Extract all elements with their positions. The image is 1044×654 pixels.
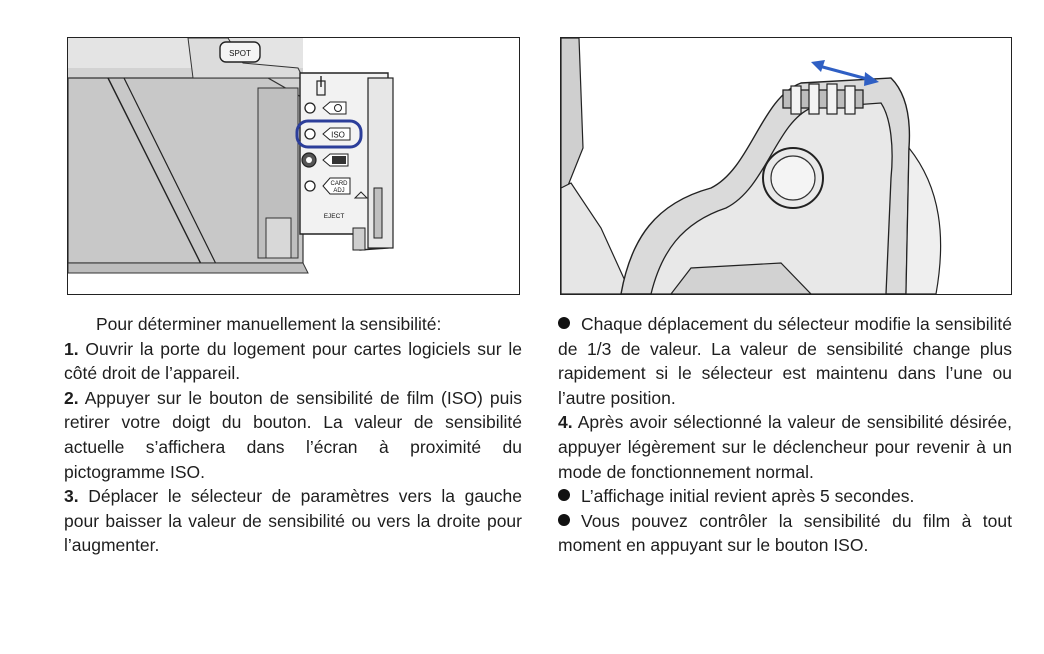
bullet-paragraph-2 — [558, 484, 1012, 509]
bullet-icon — [558, 514, 570, 526]
step-4-paragraph — [558, 410, 1012, 484]
bullet-icon — [558, 489, 570, 501]
iso-button — [305, 128, 350, 140]
svg-text:SPOT: SPOT — [229, 49, 251, 58]
step-1-paragraph — [64, 337, 522, 386]
step-4-number: 4. — [558, 412, 573, 433]
intro-paragraph: Pour déterminer manuellement la sensibilité: — [96, 314, 442, 334]
spot-button — [220, 42, 260, 62]
instructions-right-column — [558, 312, 1012, 558]
bullet-2-text: L’affichage initial revient après 5 secondes. — [581, 486, 915, 507]
bullet-paragraph-1 — [558, 312, 1012, 410]
step-3-number: 3. — [64, 486, 79, 507]
svg-text:CARD: CARD — [330, 181, 348, 187]
step-3-text: Déplacer le sélecteur de paramètres vers la gauche pour baisser la valeur de sensibilité ou vers la droite pour l’augmenter. — [64, 486, 522, 556]
step-4-text: Après avoir sélectionné la valeur de sensibilité désirée, appuyer légèrement sur le déclencheur pour revenir à un mode de fonctionnement normal. — [558, 412, 1012, 482]
svg-text:ISO: ISO — [331, 130, 345, 140]
bullet-1-text: Chaque déplacement du sélecteur modifie la sensibilité de 1/3 de valeur. La valeur de sensibilité change plus rapidement si le sélecteur est maintenu dans l’une ou l’autre position. — [558, 314, 1012, 408]
step-3-paragraph — [64, 484, 522, 558]
step-1-text: Ouvrir la porte du logement pour cartes logiciels sur le côté droit de l’appareil. — [64, 338, 522, 384]
instructions-left-column — [64, 312, 522, 558]
svg-text:ADJ: ADJ — [333, 188, 345, 194]
eject-label: EJECT — [323, 213, 345, 220]
step-1-number: 1. — [64, 338, 79, 359]
step-2-paragraph — [64, 386, 522, 484]
camera-top-selector-illustration — [560, 37, 1012, 295]
bullet-3-text: Vous pouvez contrôler la sensibilité du film à tout moment en appuyant sur le bouton ISO. — [558, 510, 1012, 556]
bullet-paragraph-3 — [558, 509, 1012, 558]
bullet-icon — [558, 317, 570, 329]
step-2-number: 2. — [64, 387, 79, 408]
camera-card-door-illustration — [67, 37, 520, 295]
step-2-text: Appuyer sur le bouton de sensibilité de film (ISO) puis retirer votre doigt du bouton. La valeur de sensibilité actuelle s’affichera dans l’écran à proximité du pictogramme ISO. — [64, 387, 522, 482]
